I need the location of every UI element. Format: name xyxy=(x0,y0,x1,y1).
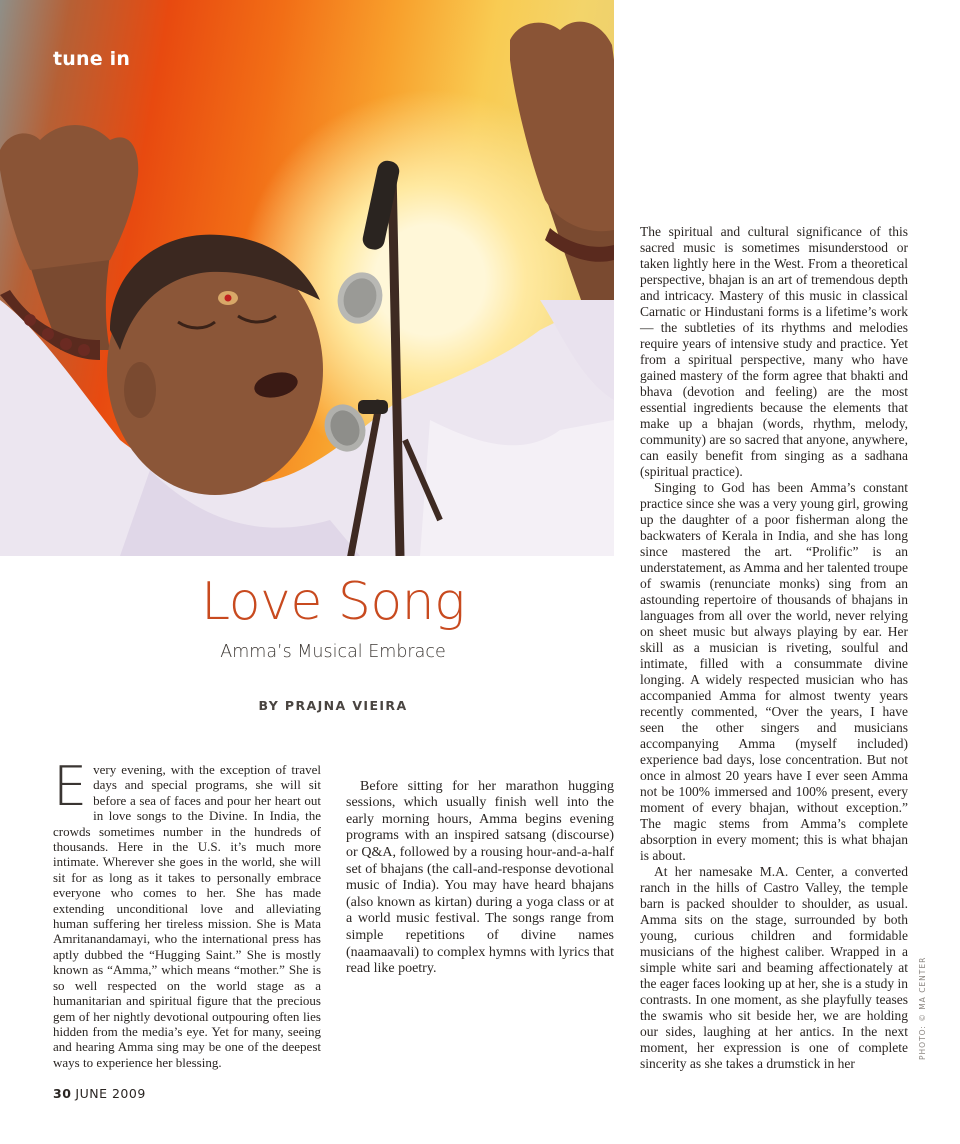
paragraph-5: At her namesake M.A. Center, a converted ranch in the hills of Castro Valley, the temple barn is packed shoulder to shoulder, as usual. Amma sits on the stage, surrounded by both young, curious children and formidable musicians of the highest caliber. Wrapped in a simple white sari and beaming affectionately at the eager faces looking up at her, she is a study in contrasts. In one moment, as she playfully teases the swamis who sit beside her, we are holding our sides, laughing at her antics. In the next moment, her expression is one of complete sincerity as she takes a drumstick in her xyxy=(640,864,908,1071)
right-hand xyxy=(510,22,614,232)
article-title: Love Song xyxy=(201,572,465,632)
paragraph-2: Before sitting for her marathon hugging sessions, which usually finish well into the early morning hours, Amma begins evening programs with an inspired satsang (discourse) or Q&A, followed by a rousing hour-and-a-half set of bhajans (the call-and-response devotional music of India). You may have heard bhajans (also known as kirtan) during a yoga class or at a world music festival. The songs range from simple repetitions of divine names (naamaavali) to complex hymns with lyrics that read like poetry. xyxy=(346,778,614,977)
section-label: tune in xyxy=(53,48,131,70)
article-subtitle: Amma’s Musical Embrace xyxy=(220,642,446,662)
body-column-1 xyxy=(53,755,321,1070)
body-column-2 xyxy=(346,762,614,978)
paragraph-1 xyxy=(53,755,321,1070)
issue-date: JUNE 2009 xyxy=(75,1086,146,1101)
left-hand xyxy=(0,125,138,270)
drop-cap: E xyxy=(53,755,88,818)
hero-photo xyxy=(0,0,614,556)
photo-credit: PHOTO: © MA CENTER xyxy=(918,956,927,1060)
singer-illustration xyxy=(0,0,614,556)
page-footer xyxy=(53,1086,146,1101)
byline: BY PRAJNA VIEIRA xyxy=(258,698,408,713)
paragraph-1-text: very evening, with the exception of travel days and special programs, she will sit before a sea of faces and pour her heart out in love songs to the Divine. In India, the crowds sometimes number in the hundreds of thousands. Here in the U.S. it’s much more intimate. Wherever she goes in the world, she will sit for as long as it takes to personally embrace everyone who comes to her. She has made extending unconditional love and alleviating human suffering her tireless mission. She is Mata Amritanandamayi, who the international press has aptly dubbed the “Hugging Saint.” She is mostly known as “Amma,” which means “mother.” She is so well respected on the world stage as a humanitarian and spiritual figure that the precious gem of her nightly devotional outpouring often lies hidden from the media’s eye. Yet for many, seeing and hearing Amma sing may be one of the deepest ways to experience her blessing. xyxy=(53,762,321,1070)
paragraph-4: Singing to God has been Amma’s constant practice since she was a very young girl, growing up the daughter of a poor fisherman along the backwaters of Kerala in India, and she has long since mastered the art. “Prolific” is an understatement, as Amma and her talented troupe of swamis (renunciate monks) sing from an astounding repertoire of thousands of bhajans in languages from all over the world, never relying on sheet music but always playing by ear. Her skill as a musician is riveting, soulful and intimate, filled with a consummate divine longing. A widely respected musician who has accompanied Amma for almost twenty years recently commented, “Over the years, I have seen the other singers and musicians accompanying Amma (myself included) experience bad days, lose concentration. But not once in almost 20 years have I ever seen Amma not be 100% immersed and 100% present, every moment of every bhajan, without exception.” The magic stems from Amma’s complete absorption in every moment; this is what bhajan is about. xyxy=(640,480,908,863)
body-column-3 xyxy=(640,224,908,1072)
page-number: 30 xyxy=(53,1086,72,1101)
paragraph-3: The spiritual and cultural significance of this sacred music is sometimes misunderstood or taken lightly here in the West. From a theoretical perspective, bhajan is an art of tremendous depth and intricacy. Mastery of this music in classical Carnatic or Hindustani forms is a lifetime’s work — the subtleties of its rhythms and melodies require years of intensive study and practice. Yet from a spiritual perspective, many who have gained mastery of the form agree that bhakti and bhava (devotion and feeling) are the most essential ingredients because the elements that make up a bhajan (words, rhythm, melody, community) are so sacred that anyone, anywhere, can easily benefit from singing as a sadhana (spiritual practice). xyxy=(640,224,908,479)
